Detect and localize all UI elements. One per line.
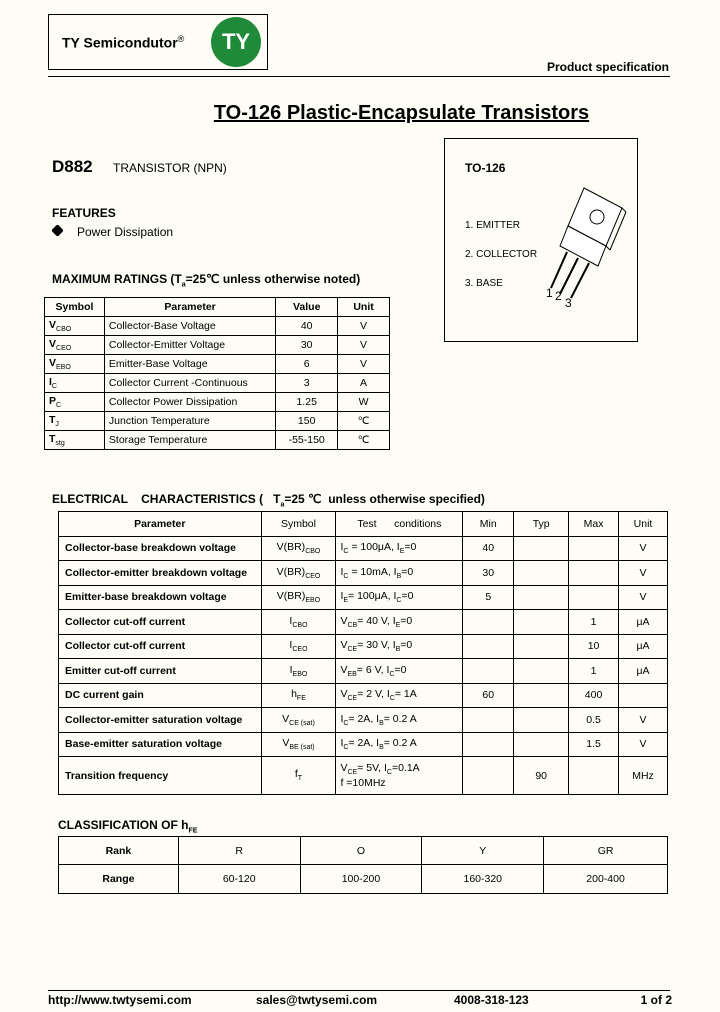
symbol-cell: $I_{EBO}$ — [261, 659, 336, 684]
parameter-cell: Collector-Base Voltage — [104, 317, 275, 336]
unit-cell: V — [619, 585, 668, 610]
unit-cell: V — [619, 732, 668, 757]
max-cell: 1.5 — [569, 732, 619, 757]
table-row — [59, 585, 668, 610]
typ-cell — [514, 732, 569, 757]
typ-cell — [514, 659, 569, 684]
parameter-cell: Transition frequency — [59, 757, 262, 795]
symbol-cell: $I_C$ — [45, 374, 105, 393]
condition-cell: $I_C = 10mA$, $I_B=0$ — [336, 561, 463, 586]
condition-cell: $V_{CE}= 2$ V, $I_C= 1A$ — [336, 683, 463, 708]
min-cell — [463, 659, 514, 684]
rank-cell: O — [300, 837, 422, 865]
unit-cell: V — [338, 317, 390, 336]
header-rule — [48, 76, 670, 77]
footer-email-link[interactable]: sales@twtysemi.com — [256, 993, 378, 1007]
parameter-cell: Base-emitter saturation voltage — [59, 732, 262, 757]
symbol-cell: $V_{CEO}$ — [45, 336, 105, 355]
unit-cell: ℃ — [338, 431, 390, 450]
column-header: Min — [463, 512, 514, 537]
parameter-cell: Collector cut-off current — [59, 634, 262, 659]
column-header: Test conditions — [336, 512, 463, 537]
registered-mark: ® — [177, 34, 185, 44]
min-cell: 40 — [463, 536, 514, 561]
table-row — [59, 757, 668, 795]
parameter-cell: Collector-base breakdown voltage — [59, 536, 262, 561]
unit-cell: A — [338, 374, 390, 393]
parameter-cell: Junction Temperature — [104, 412, 275, 431]
column-header: Parameter — [104, 298, 275, 317]
pin-base: 3. BASE — [465, 278, 503, 289]
max-cell: 10 — [569, 634, 619, 659]
symbol-cell: $V_{BE (sat)}$ — [261, 732, 336, 757]
rank-label: Rank — [59, 837, 179, 865]
pin-number-1: 1 — [546, 286, 553, 300]
electrical-characteristics-title: ELECTRICAL CHARACTERISTICS ( $T_a=25$ ℃ unless otherwise specified) — [52, 492, 485, 509]
range-label: Range — [59, 865, 179, 894]
page-number: 1 of 2 — [640, 993, 672, 1007]
part-type: TRANSISTOR (NPN) — [113, 161, 227, 175]
footer-phone: 4008-318-123 — [454, 993, 529, 1007]
value-cell: 40 — [276, 317, 338, 336]
table-row — [45, 431, 390, 450]
condition-cell: $V_{CE}= 5V$, $I_C=0.1A$ f =10MHz — [336, 757, 463, 795]
unit-cell: V — [619, 708, 668, 733]
parameter-cell: Emitter cut-off current — [59, 659, 262, 684]
typ-cell — [514, 610, 569, 635]
max-ratings-title: MAXIMUM RATINGS ($T_a=25℃$ unless otherwise noted) — [52, 272, 361, 289]
min-cell — [463, 757, 514, 795]
range-cell: 200-400 — [544, 865, 668, 894]
unit-cell: MHz — [619, 757, 668, 795]
symbol-cell: $V(BR)_{EBO}$ — [261, 585, 336, 610]
electrical-characteristics-table — [58, 511, 668, 795]
symbol-cell: $h_{FE}$ — [261, 683, 336, 708]
condition-cell: $I_E= 100\mu A$, $I_C=0$ — [336, 585, 463, 610]
max-cell — [569, 536, 619, 561]
table-row — [45, 393, 390, 412]
range-cell: 60-120 — [178, 865, 300, 894]
pin-emitter: 1. EMITTER — [465, 220, 521, 231]
column-header: Max — [569, 512, 619, 537]
condition-cell: $V_{CB}= 40$ V, $I_E=0$ — [336, 610, 463, 635]
table-row — [59, 561, 668, 586]
bullet-icon — [51, 224, 64, 237]
table-row — [59, 683, 668, 708]
parameter-cell: Emitter-Base Voltage — [104, 355, 275, 374]
symbol-cell: $V_{EBO}$ — [45, 355, 105, 374]
column-header: Unit — [619, 512, 668, 537]
value-cell: 3 — [276, 374, 338, 393]
symbol-cell: $V_{CBO}$ — [45, 317, 105, 336]
pin-number-3: 3 — [565, 296, 572, 310]
value-cell: 1.25 — [276, 393, 338, 412]
typ-cell — [514, 683, 569, 708]
max-cell — [569, 757, 619, 795]
rank-cell: Y — [422, 837, 544, 865]
table-row — [59, 708, 668, 733]
min-cell — [463, 732, 514, 757]
symbol-cell: $T_{stg}$ — [45, 431, 105, 450]
min-cell — [463, 610, 514, 635]
parameter-cell: Collector-Emitter Voltage — [104, 336, 275, 355]
column-header: Typ — [514, 512, 569, 537]
column-header: Value — [276, 298, 338, 317]
part-number: D882 — [52, 157, 93, 176]
feature-item: Power Dissipation — [77, 225, 174, 239]
column-header: Parameter — [59, 512, 262, 537]
min-cell: 5 — [463, 585, 514, 610]
symbol-cell: $V_{CE (sat)}$ — [261, 708, 336, 733]
value-cell: -55-150 — [276, 431, 338, 450]
min-cell — [463, 634, 514, 659]
parameter-cell: Collector cut-off current — [59, 610, 262, 635]
classification-table — [58, 836, 668, 894]
pin-number-2: 2 — [555, 289, 562, 303]
table-row — [59, 659, 668, 684]
max-cell — [569, 561, 619, 586]
unit-cell: μA — [619, 659, 668, 684]
symbol-cell: $I_{CBO}$ — [261, 610, 336, 635]
table-row — [45, 374, 390, 393]
package-title: TO-126 — [465, 161, 506, 175]
symbol-cell: $f_T$ — [261, 757, 336, 795]
features-heading: FEATURES — [52, 206, 116, 220]
column-header: Unit — [338, 298, 390, 317]
min-cell: 30 — [463, 561, 514, 586]
table-row — [59, 536, 668, 561]
condition-cell: $I_C= 2A$, $I_B= 0.2$ A — [336, 708, 463, 733]
typ-cell — [514, 634, 569, 659]
parameter-cell: DC current gain — [59, 683, 262, 708]
condition-cell: $I_C = 100\mu A$, $I_E=0$ — [336, 536, 463, 561]
parameter-cell: Collector Power Dissipation — [104, 393, 275, 412]
pin-collector: 2. COLLECTOR — [465, 249, 538, 260]
ty-logo: TY — [211, 17, 261, 67]
max-cell: 1 — [569, 610, 619, 635]
to126-package-icon — [540, 184, 632, 310]
unit-cell: μA — [619, 634, 668, 659]
condition-cell: $V_{CE}= 30$ V, $I_B=0$ — [336, 634, 463, 659]
symbol-cell: $P_C$ — [45, 393, 105, 412]
product-specification: Product specification — [546, 60, 669, 74]
unit-cell: V — [619, 561, 668, 586]
typ-cell — [514, 585, 569, 610]
footer-url-link[interactable]: http://www.twtysemi.com — [48, 993, 192, 1007]
value-cell: 6 — [276, 355, 338, 374]
range-cell: 100-200 — [300, 865, 422, 894]
parameter-cell: Collector-emitter breakdown voltage — [59, 561, 262, 586]
rank-cell: R — [178, 837, 300, 865]
document-title: TO-126 Plastic-Encapsulate Transistors — [213, 102, 590, 124]
range-cell: 160-320 — [422, 865, 544, 894]
typ-cell — [514, 561, 569, 586]
rank-cell: GR — [544, 837, 668, 865]
unit-cell — [619, 683, 668, 708]
symbol-cell: $V(BR)_{CBO}$ — [261, 536, 336, 561]
max-ratings-table — [44, 297, 390, 450]
parameter-cell: Emitter-base breakdown voltage — [59, 585, 262, 610]
column-header: Symbol — [45, 298, 105, 317]
unit-cell: V — [619, 536, 668, 561]
typ-cell — [514, 708, 569, 733]
max-cell: 1 — [569, 659, 619, 684]
min-cell — [463, 708, 514, 733]
table-row — [45, 336, 390, 355]
max-cell — [569, 585, 619, 610]
parameter-cell: Collector Current -Continuous — [104, 374, 275, 393]
unit-cell: μA — [619, 610, 668, 635]
condition-cell: $V_{EB}= 6$ V, $I_C=0$ — [336, 659, 463, 684]
table-row — [45, 412, 390, 431]
symbol-cell: $T_J$ — [45, 412, 105, 431]
max-cell: 0.5 — [569, 708, 619, 733]
table-row — [59, 732, 668, 757]
footer-rule — [48, 990, 670, 991]
symbol-cell: $V(BR)_{CEO}$ — [261, 561, 336, 586]
value-cell: 30 — [276, 336, 338, 355]
classification-title: CLASSIFICATION OF $h_{FE}$ — [58, 818, 198, 835]
table-row — [59, 610, 668, 635]
table-row — [45, 317, 390, 336]
symbol-cell: $I_{CEO}$ — [261, 634, 336, 659]
column-header: Symbol — [261, 512, 336, 537]
condition-cell: $I_C= 2A$, $I_B= 0.2$ A — [336, 732, 463, 757]
max-cell: 400 — [569, 683, 619, 708]
typ-cell: 90 — [514, 757, 569, 795]
unit-cell: V — [338, 336, 390, 355]
parameter-cell: Collector-emitter saturation voltage — [59, 708, 262, 733]
unit-cell: W — [338, 393, 390, 412]
parameter-cell: Storage Temperature — [104, 431, 275, 450]
unit-cell: V — [338, 355, 390, 374]
unit-cell: ℃ — [338, 412, 390, 431]
typ-cell — [514, 536, 569, 561]
table-row — [45, 355, 390, 374]
min-cell: 60 — [463, 683, 514, 708]
company-name: TY Semicondutor® — [62, 34, 185, 51]
value-cell: 150 — [276, 412, 338, 431]
table-row — [59, 634, 668, 659]
